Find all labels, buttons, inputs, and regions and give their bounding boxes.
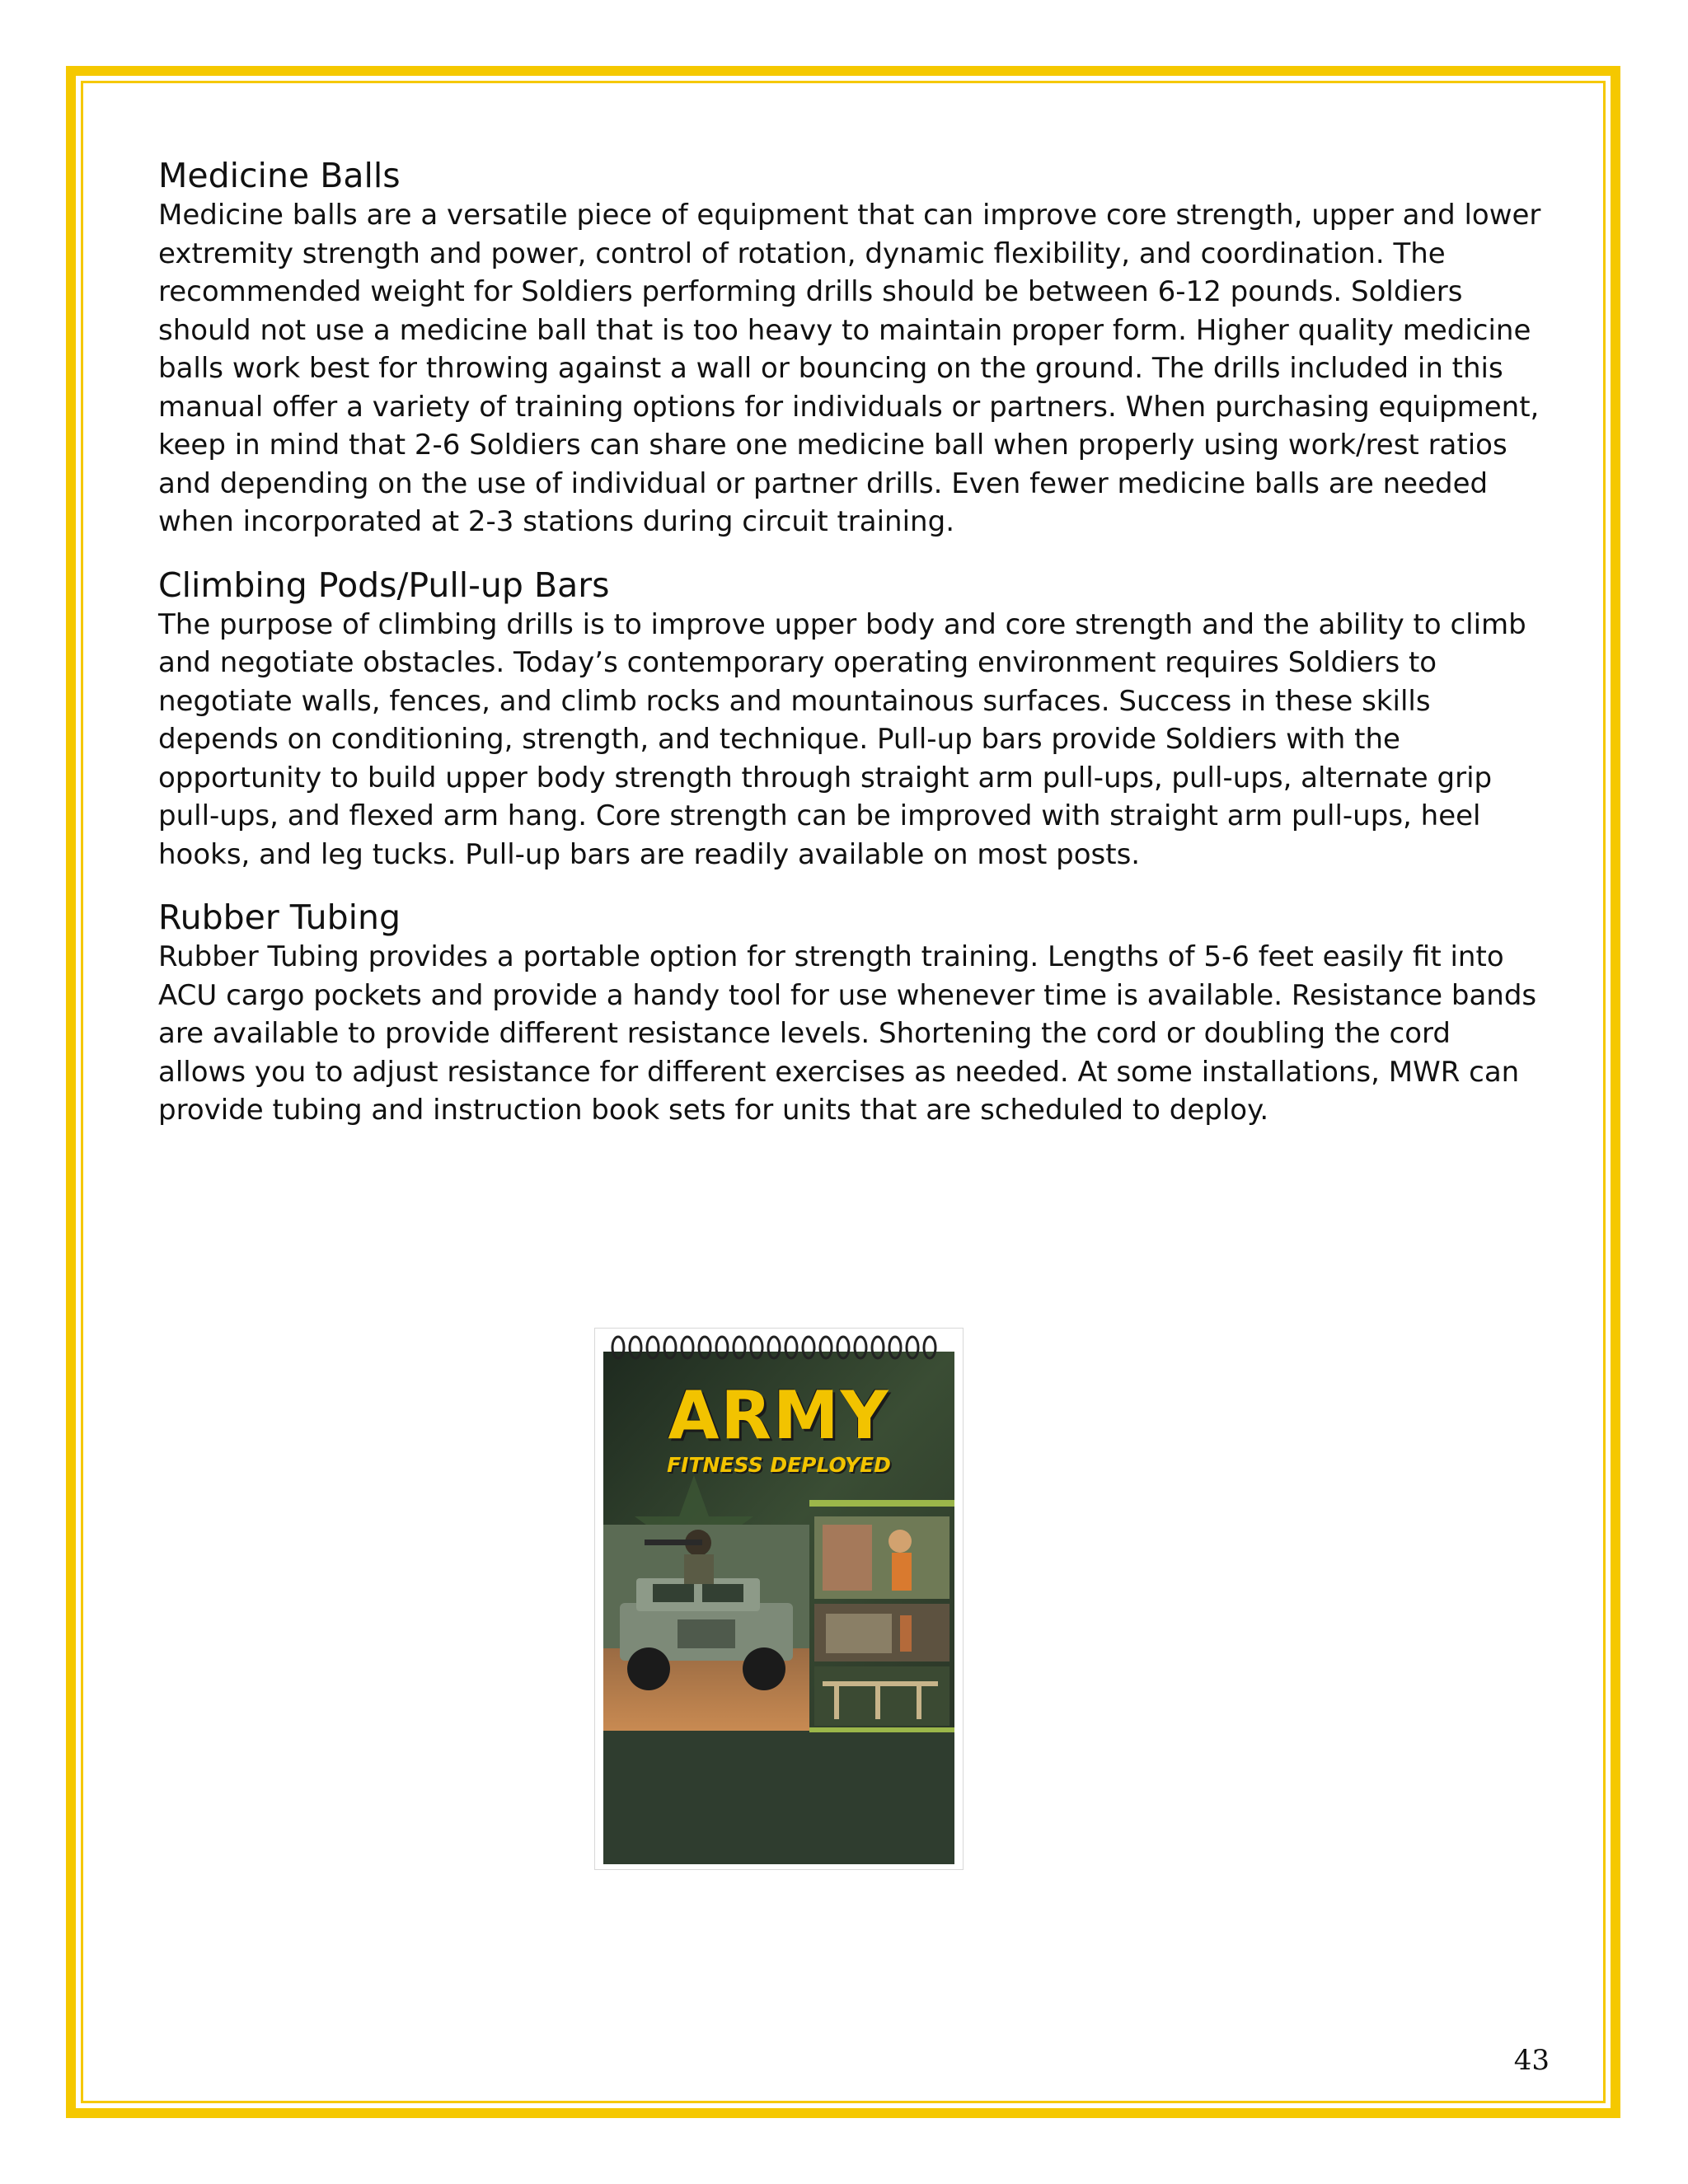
section-heading: Rubber Tubing <box>158 898 401 937</box>
section-body: The purpose of climbing drills is to improve upper body and core strength and the ability to climb and negotiate obstacles. Today’s contemporary operating environment requires Soldiers to negotiate walls, fences, and climb rocks and mountainous surfaces. Success in these skills depends on conditioning, strength, and technique. Pull-up bars provide Soldiers with the opportunity to build upper body strength through straight arm pull-ups, pull-ups, alternate grip pull-ups, and flexed arm hang. Core strength can be improved with straight arm pull-ups, heel hooks, and leg tucks. Pull-up bars are readily available on most posts. <box>158 607 1526 871</box>
cover-artwork <box>603 1352 954 1864</box>
cover-title: ARMY <box>668 1377 890 1454</box>
section-heading: Medicine Balls <box>158 156 401 195</box>
army-fitness-deployed-cover-image <box>595 1329 963 1869</box>
section-rubber-tubing <box>158 897 1543 1130</box>
section-body: Medicine balls are a versatile piece of equipment that can improve core strength, upper and lower extremity strength and power, control of rotation, dynamic flexibility, and coordination. The recommended weight for Soldiers performing drills should be between 6-12 pounds. Soldiers should not use a medicine ball that is too heavy to maintain proper form. Higher quality medicine balls work best for throwing against a wall or bouncing on the ground. The drills included in this manual offer a variety of training options for individuals or partners. When purchasing equipment, keep in mind that 2-6 Soldiers can share one medicine ball when properly using work/rest ratios and depending on the use of individual or partner drills. Even fewer medicine balls are needed when incorporated at 2-3 stations during circuit training. <box>158 199 1541 538</box>
page-content <box>158 155 1543 1153</box>
section-medicine-balls <box>158 155 1543 541</box>
cover-subtitle: FITNESS DEPLOYED <box>667 1453 891 1477</box>
section-body: Rubber Tubing provides a portable option for strength training. Lengths of 5-6 feet easily fit into ACU cargo pockets and provide a handy tool for use whenever time is available. Resistance bands are available to provide different resistance levels. Shortening the cord or doubling the cord allows you to adjust resistance for different exercises as needed. At some installations, MWR can provide tubing and instruction book sets for units that are scheduled to deploy. <box>158 940 1537 1127</box>
page-number: 43 <box>1513 2044 1550 2077</box>
section-heading: Climbing Pods/Pull-up Bars <box>158 565 610 605</box>
spiral-binding-icon <box>610 1333 948 1361</box>
section-climbing-pods <box>158 565 1543 874</box>
